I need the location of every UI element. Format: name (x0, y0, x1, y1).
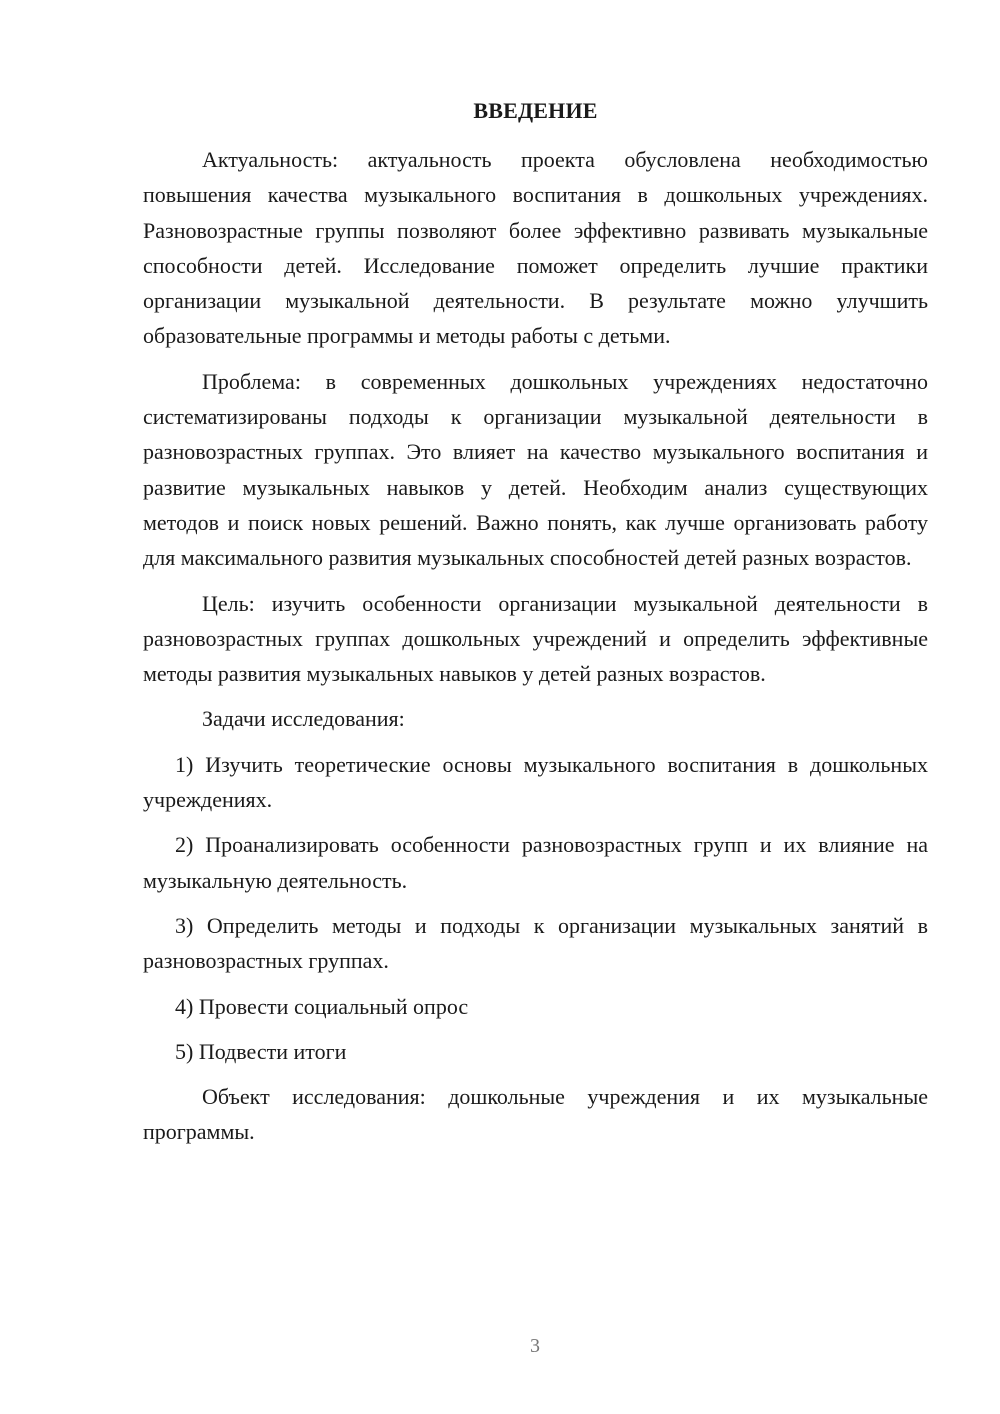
task-item-4: 4) Провести социальный опрос (175, 993, 469, 1019)
task-item-3: 3) Определить методы и подходы к организации музыкальных занятий в разновозрастных группах. (143, 912, 928, 974)
goal-paragraph: Цель: изучить особенности организации музыкальной деятельности в разновозрастных группах дошкольных учреждений и определить эффективные методы развития музыкальных навыков у детей разных возрастов. (143, 590, 928, 687)
tasks-heading: Задачи исследования: (202, 706, 405, 732)
relevance-paragraph: Актуальность: актуальность проекта обусловлена необходимостью повышения качества музыкального воспитания в дошкольных учреждениях. Разновозрастные группы позволяют более эффективно развивать музыкальные способности детей. Исследование поможет определить лучшие практики организации музыкальной деятельности. В результате можно улучшить образовательные программы и методы работы с детьми. (143, 147, 928, 349)
task-item-2: 2) Проанализировать особенности разновозрастных групп и их влияние на музыкальную деятельность. (143, 832, 928, 893)
page-content (143, 93, 928, 1160)
page-number: 3 (530, 1335, 540, 1357)
task-item-1: 1) Изучить теоретические основы музыкального воспитания в дошкольных учреждениях. (143, 751, 928, 813)
object-paragraph: Объект исследования: дошкольные учреждения и их музыкальные программы. (143, 1084, 928, 1145)
page-title: ВВЕДЕНИЕ (473, 98, 598, 123)
problem-paragraph: Проблема: в современных дошкольных учреждениях недостаточно систематизированы подходы к организации музыкальной деятельности в разновозрастных группах. Это влияет на качество музыкального воспитания и развитие музыкальных навыков у детей. Необходим анализ существующих методов и поиск новых решений. Важно понять, как лучше организовать работу для максимального развития музыкальных способностей детей разных возрастов. (143, 368, 928, 571)
task-item-5: 5) Подвести итоги (175, 1038, 347, 1064)
